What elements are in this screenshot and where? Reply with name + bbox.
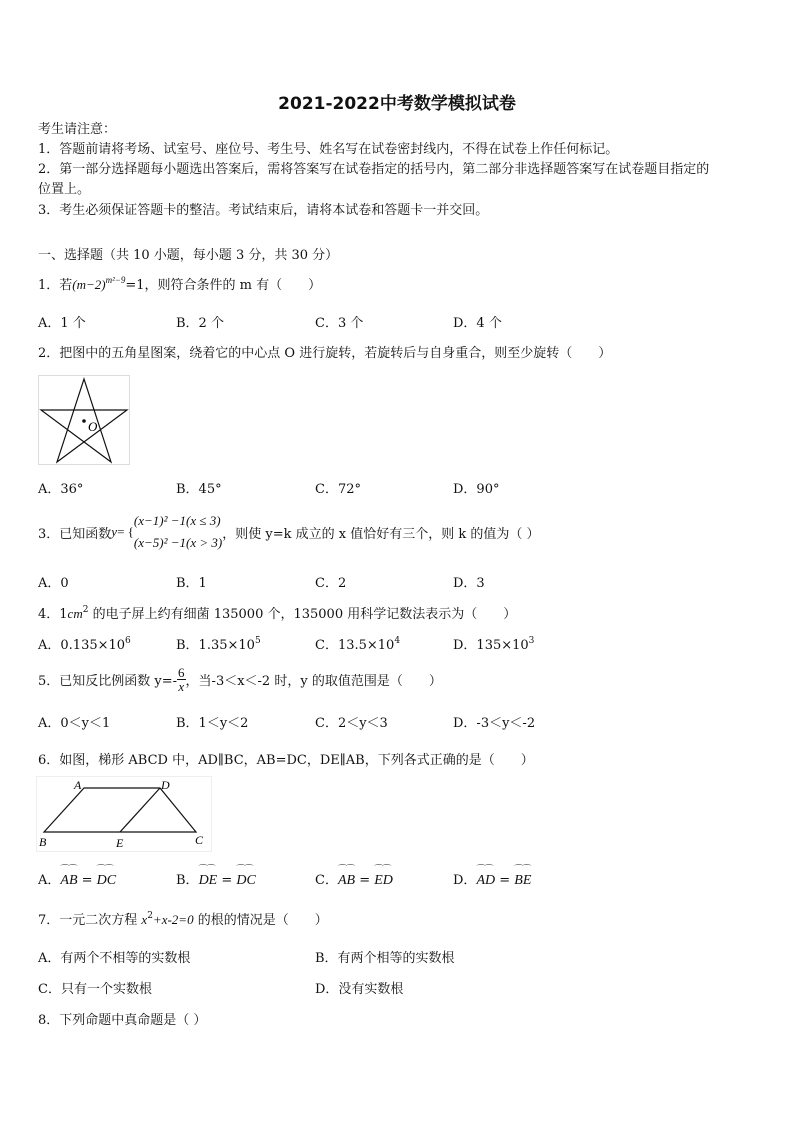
segment-de — [120, 788, 160, 832]
q6-option-c-key: C． — [315, 873, 338, 888]
q1-option-c[interactable]: C．3 个 — [315, 316, 364, 331]
q4-option-b[interactable] — [176, 634, 261, 653]
q7-eq-exp: 2 — [147, 911, 153, 921]
label-b: B — [39, 835, 47, 849]
q4-option-c-label: C．13.5×10 — [315, 638, 395, 653]
q7-prefix: 7．一元二次方程 — [38, 913, 142, 928]
q5-fraction — [177, 666, 186, 693]
q3-y: y — [111, 524, 118, 539]
question-2: 2．把图中的五角星图案，绕着它的中心点 O 进行旋转，若旋转后与自身重合，则至少旋转（ ） — [38, 346, 612, 361]
trapezoid-figure — [36, 776, 212, 852]
q6-option-a-eq: = — [77, 873, 97, 888]
q1-option-d[interactable]: D．4 个 — [453, 316, 502, 331]
q6-option-d-arc-right: ⌒⌒ BE — [514, 873, 531, 889]
q3-option-d[interactable]: D．3 — [453, 576, 485, 591]
q6-option-c-eq: = — [355, 873, 375, 888]
label-d: D — [161, 778, 170, 792]
question-5 — [38, 660, 442, 698]
q6-option-a[interactable] — [38, 869, 116, 889]
q6-option-d[interactable] — [453, 869, 531, 889]
q5-option-b[interactable]: B．1＜y＜2 — [176, 716, 249, 731]
q6-option-d-key: D． — [453, 873, 477, 888]
q6-option-c-arc-right: ⌒⌒ ED — [374, 873, 393, 889]
q1-prefix: 1．若 — [38, 278, 73, 293]
q6-option-b[interactable] — [176, 869, 256, 889]
q7-eq-post: +x-2=0 — [152, 912, 194, 927]
q6-option-d-eq: = — [495, 873, 515, 888]
q5-denominator: x — [178, 678, 185, 694]
q6-option-b-eq: = — [217, 873, 237, 888]
q4-option-d-label: D．135×10 — [453, 638, 529, 653]
center-point — [82, 419, 86, 423]
q4-option-d-exp: 3 — [528, 636, 535, 646]
label-c: C — [195, 833, 204, 847]
q4-option-a-exp: 6 — [125, 636, 131, 646]
q4-option-c[interactable] — [315, 634, 400, 653]
q1-exp: m²−9 — [105, 275, 126, 285]
q4-unit: cm — [67, 606, 83, 621]
notice-heading: 考生请注意： — [38, 122, 117, 137]
q6-option-a-key: A． — [38, 873, 61, 888]
q4-unit-exp: 2 — [82, 605, 89, 615]
q3-option-c[interactable]: C．2 — [315, 576, 347, 591]
q5-numerator: 6 — [178, 664, 185, 680]
question-8: 8．下列命题中真命题是（ ） — [38, 1013, 207, 1028]
q4-option-a[interactable] — [38, 634, 131, 653]
q7-suffix: 的根的情况是（ ） — [193, 913, 328, 928]
q3-piecewise — [134, 510, 222, 554]
notice-line: 位置上。 — [38, 182, 91, 197]
q3-eq: = { — [117, 524, 134, 539]
q2-option-b[interactable]: B．45° — [176, 482, 222, 497]
q6-option-c-arc-left: ⌒⌒ AB — [338, 873, 355, 889]
q5-option-d[interactable]: D．-3＜y＜-2 — [453, 716, 536, 731]
q4-prefix: 4．1 — [38, 607, 68, 622]
q7-eq-pre: x — [141, 912, 148, 927]
q6-option-b-arc-left: ⌒⌒ DE — [199, 873, 218, 889]
q1-option-a[interactable]: A．1 个 — [38, 316, 86, 331]
q3-case-1: (x−1)² −1(x ≤ 3) — [133, 513, 221, 528]
q6-option-a-arc-left: ⌒⌒ AB — [60, 873, 77, 889]
q4-option-b-exp: 5 — [254, 636, 261, 646]
q1-suffix: =1，则符合条件的 m 有（ ） — [125, 278, 322, 293]
q3-prefix: 3．已知函数 — [38, 526, 112, 542]
q4-suffix: 的电子屏上约有细菌 135000 个，135000 用科学记数法表示为（ ） — [88, 607, 517, 622]
notice-line: 3．考生必须保证答题卡的整洁。考试结束后，请将本试卷和答题卡一并交回。 — [38, 203, 489, 218]
q7-option-d[interactable]: D．没有实数根 — [315, 982, 404, 997]
q2-option-d[interactable]: D．90° — [453, 482, 500, 497]
question-6: 6．如图，梯形 ABCD 中，AD∥BC，AB=DC，DE∥AB，下列各式正确的是（ ） — [38, 753, 534, 768]
q6-option-d-arc-left: ⌒⌒ AD — [476, 873, 495, 889]
q7-option-a[interactable]: A．有两个不相等的实数根 — [38, 951, 191, 966]
q5-option-a[interactable]: A．0＜y＜1 — [38, 716, 111, 731]
center-label: O — [88, 419, 98, 434]
question-4 — [38, 603, 516, 622]
q6-option-b-key: B． — [176, 873, 199, 888]
question-3 — [38, 508, 539, 556]
trapezoid-abcd — [44, 788, 196, 832]
notice-line: 2．第一部分选择题每小题选出答案后，需将答案写在试卷指定的括号内，第二部分非选择题答案写在试卷题目指定的 — [38, 162, 710, 177]
q5-option-c[interactable]: C．2＜y＜3 — [315, 716, 388, 731]
q2-option-c[interactable]: C．72° — [315, 482, 361, 497]
q6-option-b-arc-right: ⌒⌒ DC — [236, 873, 255, 889]
q6-option-c[interactable] — [315, 869, 393, 889]
q7-option-c[interactable]: C．只有一个实数根 — [38, 982, 152, 997]
q5-prefix: 5．已知反比例函数 y=- — [38, 673, 178, 689]
q3-case-2: (x−5)² −1(x > 3) — [133, 535, 223, 550]
label-e: E — [116, 836, 124, 850]
question-7 — [38, 909, 328, 928]
q1-option-b[interactable]: B．2 个 — [176, 316, 224, 331]
page-title: 2021-2022中考数学模拟试卷 — [278, 94, 516, 114]
question-1 — [38, 274, 321, 293]
q4-option-a-label: A．0.135×10 — [38, 638, 126, 653]
q4-option-d[interactable] — [453, 634, 534, 653]
label-a: A — [74, 778, 82, 792]
q2-option-a[interactable]: A．36° — [38, 482, 84, 497]
q3-option-a[interactable]: A．0 — [38, 576, 69, 591]
q6-option-a-arc-right: ⌒⌒ DC — [97, 873, 116, 889]
q5-suffix: ，当-3＜x＜-2 时，y 的取值范围是（ ） — [185, 673, 442, 689]
q3-suffix: ，则使 y=k 成立的 x 值恰好有三个，则 k 的值为（ ） — [222, 526, 540, 542]
q1-expr: (m−2) — [72, 277, 106, 292]
q4-option-b-label: B．1.35×10 — [176, 638, 255, 653]
notice-line: 1．答题前请将考场、试室号、座位号、考生号、姓名写在试卷密封线内，不得在试卷上作任何标记。 — [38, 142, 619, 157]
section-heading: 一、选择题（共 10 小题，每小题 3 分，共 30 分） — [38, 248, 339, 263]
q7-option-b[interactable]: B．有两个相等的实数根 — [315, 951, 455, 966]
q3-option-b[interactable]: B．1 — [176, 576, 207, 591]
star-figure — [38, 375, 130, 465]
q4-option-c-exp: 4 — [394, 636, 401, 646]
